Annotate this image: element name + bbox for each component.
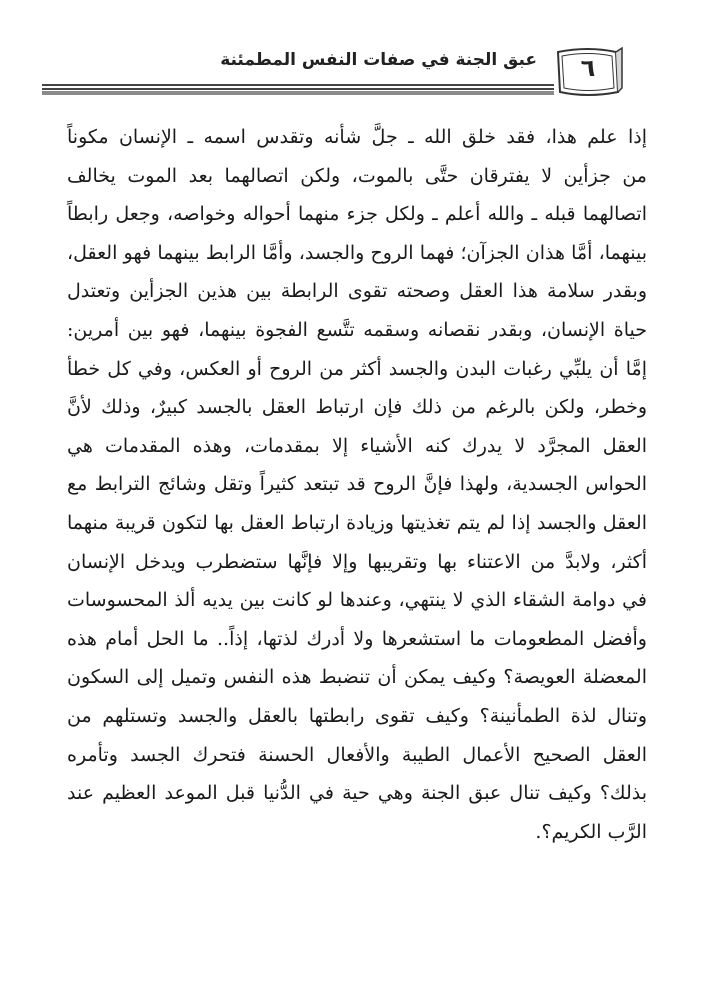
text-line: العقل والجسد إذا لم يتم تغذيتها وزيادة ارتباط العقل بها لتكون قريبة منهما: [67, 511, 647, 534]
text-line: وتنال لذة الطمأنينة؟ وكيف تقوى رابطتها بالعقل والجسد وتستلهم من: [67, 704, 647, 727]
running-header-title: عبق الجنة في صفات النفس المطمئنة: [220, 50, 537, 70]
text-line: العقل المجرَّد لا يدرك كنه الأشياء إلا بمقدمات، وهذه المقدمات هي: [67, 434, 647, 457]
text-line: بذلك؟ وكيف تنال عبق الجنة وهي حية في الدُّنيا قبل الموعد العظيم عند: [67, 782, 647, 805]
body-text: [67, 118, 647, 851]
text-line: من جزأين لا يفترقان حتَّى بالموت، ولكن اتصالهما بعد الموت يخالف: [67, 164, 647, 187]
text-line: وبقدر سلامة هذا العقل وصحته تقوى الرابطة بين هذين الجزأين وتعتدل: [67, 280, 647, 303]
text-line: بينهما، أمَّا هذان الجزآن؛ فهما الروح والجسد، وأمَّا الرابط بينهما فهو العقل،: [67, 241, 647, 264]
text-line-last: الرَّب الكريم؟.: [535, 820, 647, 843]
text-line: اتصالهما قبله ـ والله أعلم ـ ولكل جزء منهما أحواله وخواصه، وجعل رابطاً: [67, 203, 647, 226]
text-line: وأفضل المطعومات ما استشعرها ولا أدرك لذتها، إذاً.. ما الحل أمام هذه: [67, 627, 647, 650]
page-number: ٦: [580, 54, 596, 82]
text-line: وخطر، ولكن بالرغم من ذلك فإن ارتباط العقل بالجسد كبيرٌ، وذلك لأنَّ: [67, 396, 647, 419]
text-line: العقل الصحيح الأعمال الطيبة والأفعال الحسنة فتحرك الجسد وتأمره: [67, 743, 647, 766]
text-line: الحواس الجسدية، ولهذا فإنَّ الروح قد تبتعد كثيراً وتقل وشائج الترابط مع: [67, 473, 647, 496]
text-line: المعضلة العويصة؟ وكيف يمكن أن تنضبط هذه النفس وتميل إلى السكون: [67, 666, 647, 689]
text-line: إذا علم هذا، فقد خلق الله ـ جلَّ شأنه وتقدس اسمه ـ الإنسان مكوناً: [67, 126, 647, 148]
header-rule: [42, 84, 554, 90]
header-rule-shade: [42, 91, 554, 95]
text-line: إمَّا أن يلبِّي رغبات البدن والجسد أكثر من الروح أو العكس، وفي كل خطأ: [67, 357, 647, 380]
page-number-badge: [552, 44, 624, 100]
text-line: حياة الإنسان، وبقدر نقصانه وسقمه تتَّسع الفجوة بينهما، فهو بين أمرين:: [67, 318, 647, 341]
text-line: أكثر، ولابدَّ من الاعتناء بها وتقريبها وإلا فإنَّها ستضطرب ويدخل الإنسان: [67, 550, 647, 573]
text-line: في دوامة الشقاء الذي لا ينتهي، وعندها لو كانت بين يديه ألذ المحسوسات: [67, 589, 647, 612]
